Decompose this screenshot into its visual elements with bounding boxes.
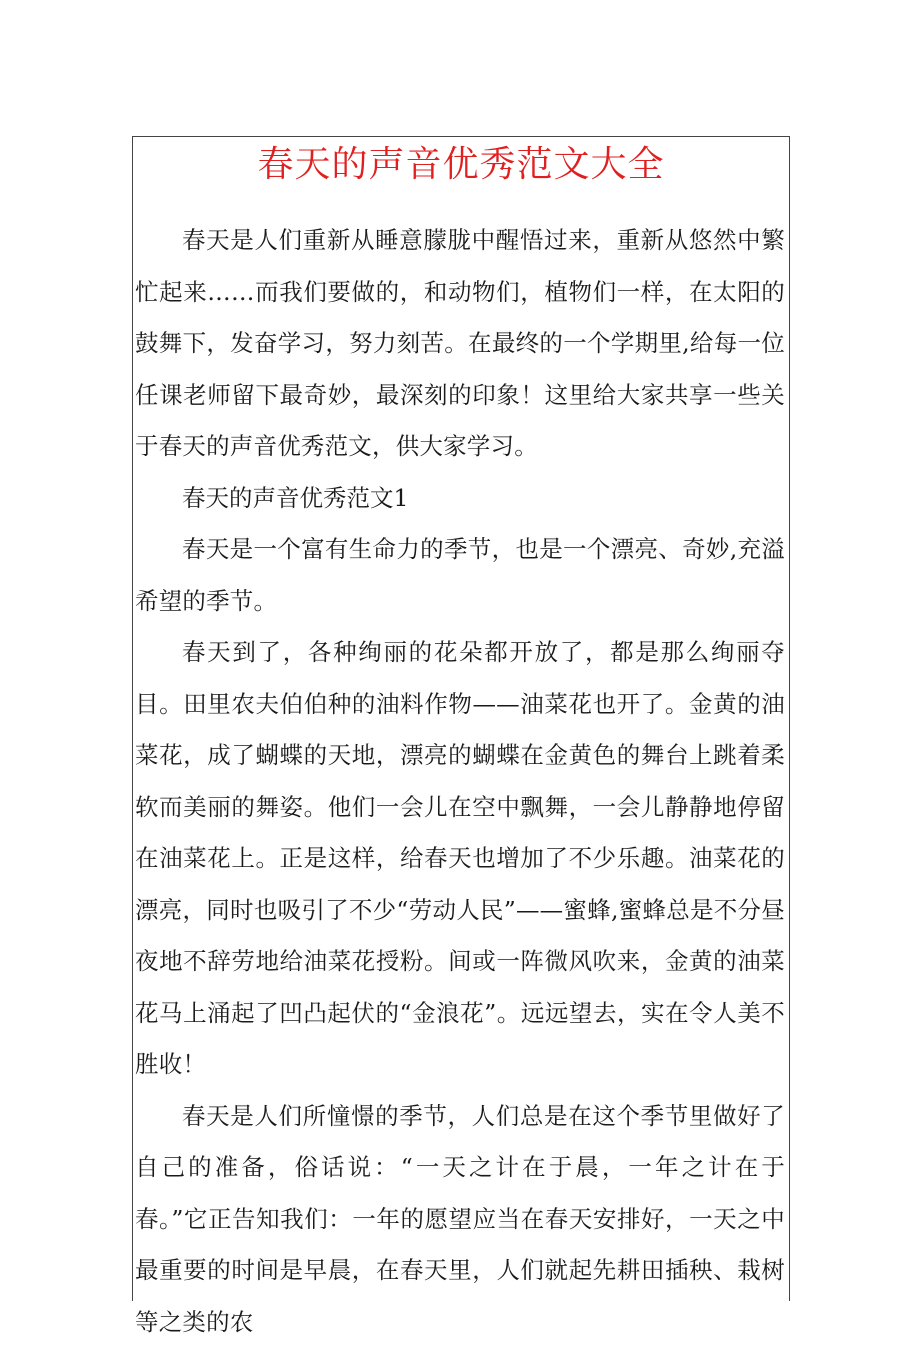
paragraph-intro: 春天是人们重新从睡意朦胧中醒悟过来，重新从悠然中繁忙起来……而我们要做的，和动物们，植物们一样，在太阳的鼓舞下，发奋学习，努力刻苦。在最终的一个学期里,给每一位任课老师留下最奇妙，最深刻的印象！这里给大家共享一些关于春天的声音优秀范文，供大家学习。 — [135, 215, 785, 473]
paragraph-1: 春天是一个富有生命力的季节，也是一个漂亮、奇妙,充溢希望的季节。 — [135, 524, 785, 627]
paragraph-2: 春天到了，各种绚丽的花朵都开放了，都是那么绚丽夺目。田里农夫伯伯种的油料作物——油菜花也开了。金黄的油菜花，成了蝴蝶的天地，漂亮的蝴蝶在金黄色的舞台上跳着柔软而美丽的舞姿。他们一会儿在空中飘舞，一会儿静静地停留在油菜花上。正是这样，给春天也增加了不少乐趣。油菜花的漂亮，同时也吸引了不少“劳动人民”——蜜蜂,蜜蜂总是不分昼夜地不辞劳地给油菜花授粉。间或一阵微风吹来，金黄的油菜花马上涌起了凹凸起伏的“金浪花”。远远望去，实在令人美不胜收！ — [135, 627, 785, 1091]
document-title: 春天的声音优秀范文大全 — [133, 137, 789, 195]
section-heading: 春天的声音优秀范文1 — [135, 473, 785, 525]
document-body — [135, 215, 785, 1348]
document-page — [132, 136, 790, 1301]
paragraph-3: 春天是人们所憧憬的季节，人们总是在这个季节里做好了自己的准备，俗话说：“一天之计在于晨，一年之计在于春。”它正告知我们：一年的愿望应当在春天安排好，一天之中最重要的时间是早晨，在春天里，人们就起先耕田插秧、栽树等之类的农 — [135, 1091, 785, 1348]
